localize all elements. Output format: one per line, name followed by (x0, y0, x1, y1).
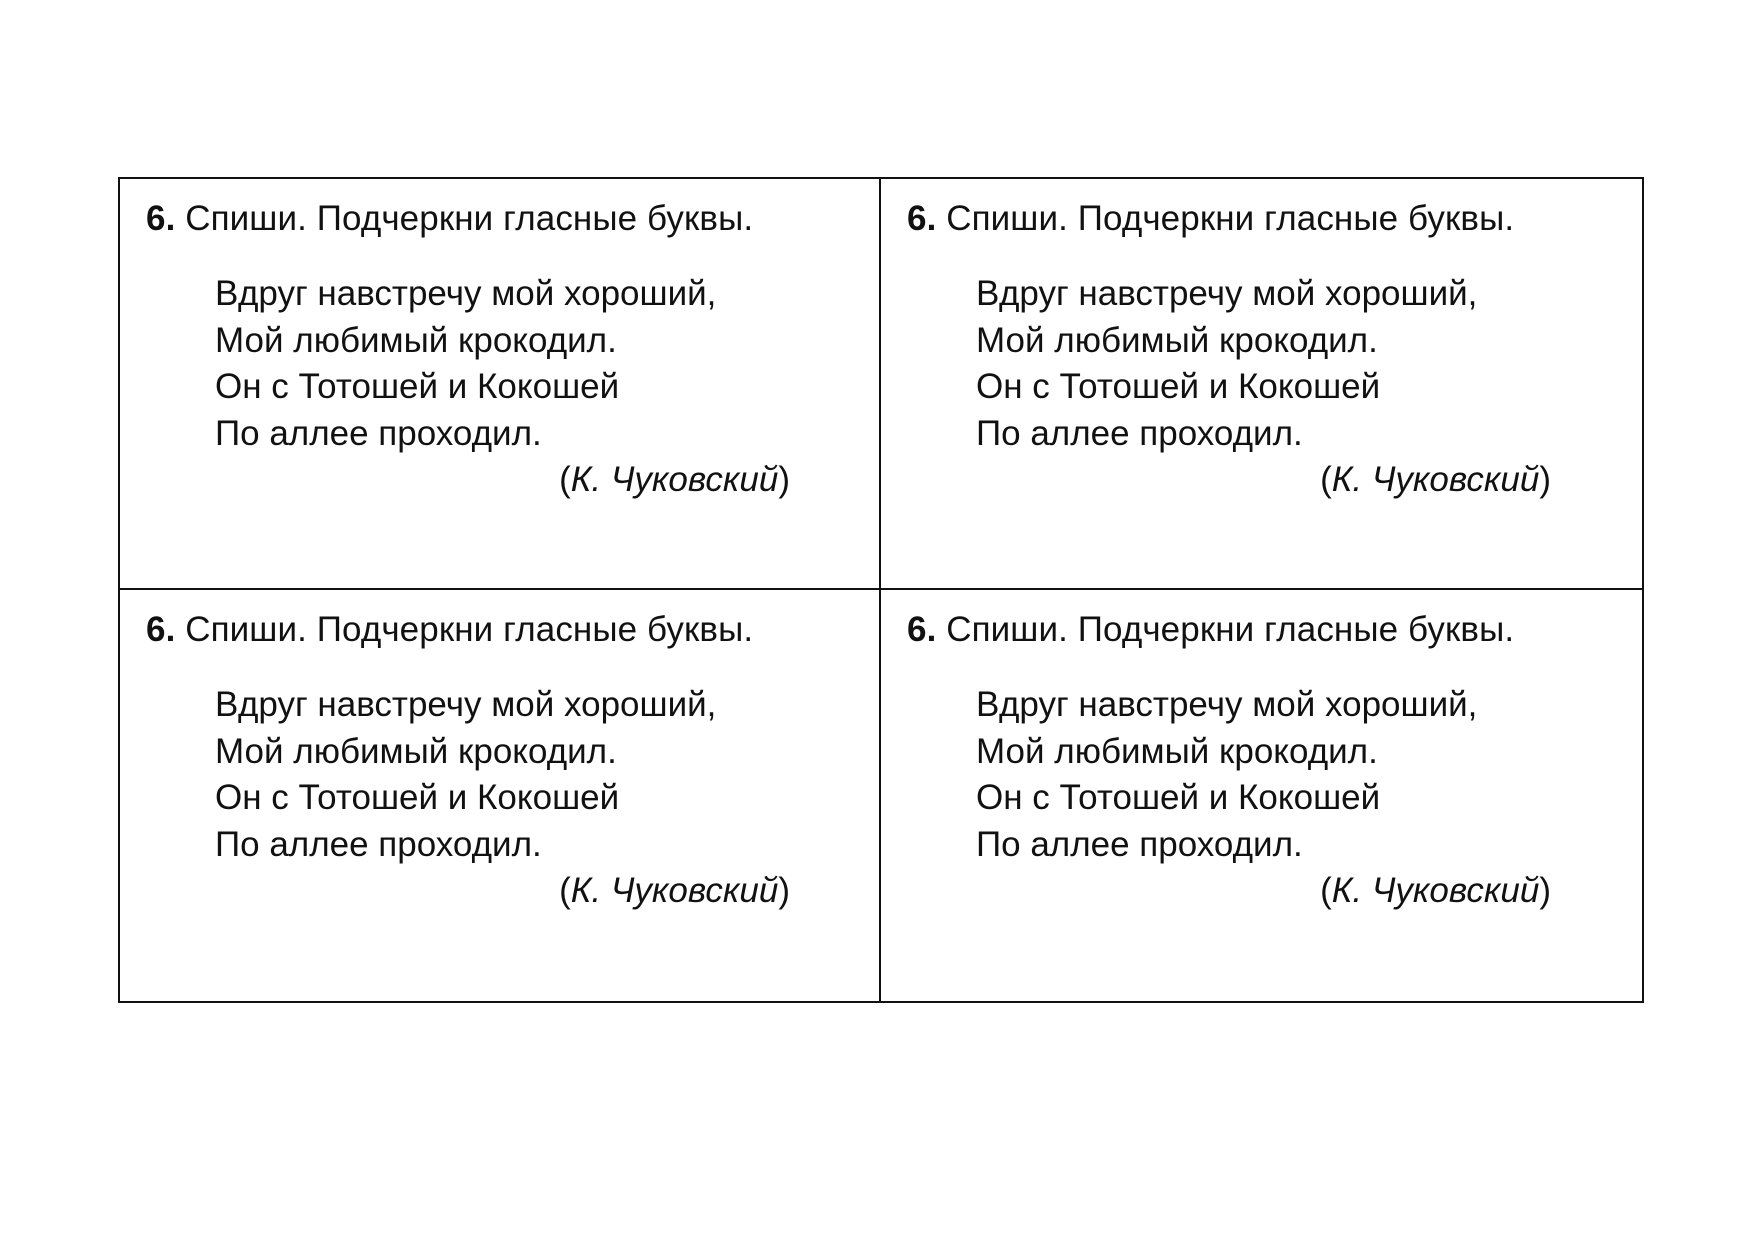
task-instruction: Спиши. Подчеркни гласные буквы. (185, 610, 754, 649)
author-paren-open: ( (559, 460, 571, 499)
poem-line: Он с Тотошей и Кокошей (976, 778, 1381, 817)
task-heading (146, 610, 879, 650)
poem-line: Мой любимый крокодил. (215, 320, 617, 360)
task-instruction: Спиши. Подчеркни гласные буквы. (946, 199, 1515, 238)
exercise-card (881, 179, 1642, 590)
poem-line: По аллее проходил. (215, 824, 542, 864)
task-number: 6. (146, 199, 176, 238)
poem-line: Мой любимый крокодил. (976, 320, 1378, 360)
poem-line: Вдруг навстречу мой хороший, (215, 685, 717, 724)
poem-line: Он с Тотошей и Кокошей (215, 367, 620, 406)
poem-line: Вдруг навстречу мой хороший, (976, 274, 1478, 313)
author-name: К. Чуковский (570, 460, 779, 499)
poem (976, 682, 1551, 915)
author-paren-open: ( (1320, 460, 1332, 499)
poem-line: По аллее проходил. (215, 413, 542, 453)
poem (215, 271, 790, 504)
poem-author (976, 868, 1551, 915)
task-heading (907, 610, 1642, 650)
task-number: 6. (907, 610, 937, 649)
poem-line: Вдруг навстречу мой хороший, (976, 685, 1478, 724)
exercise-card (120, 179, 881, 590)
poem-author (976, 457, 1551, 504)
poem-line: Он с Тотошей и Кокошей (215, 778, 620, 817)
task-number: 6. (907, 199, 937, 238)
poem (215, 682, 790, 915)
task-number: 6. (146, 610, 176, 649)
author-name: К. Чуковский (1331, 871, 1540, 910)
author-name: К. Чуковский (570, 871, 779, 910)
worksheet-grid (118, 177, 1644, 1003)
author-paren-open: ( (559, 871, 571, 910)
author-paren-close: ) (778, 460, 790, 499)
poem-line: По аллее проходил. (976, 413, 1303, 453)
poem (976, 271, 1551, 504)
poem-line: Мой любимый крокодил. (976, 731, 1378, 771)
poem-author (215, 457, 790, 504)
author-name: К. Чуковский (1331, 460, 1540, 499)
task-heading (907, 199, 1642, 239)
poem-author (215, 868, 790, 915)
author-paren-close: ) (1539, 460, 1551, 499)
task-instruction: Спиши. Подчеркни гласные буквы. (946, 610, 1515, 649)
poem-line: По аллее проходил. (976, 824, 1303, 864)
exercise-card (881, 590, 1642, 1001)
author-paren-close: ) (778, 871, 790, 910)
author-paren-close: ) (1539, 871, 1551, 910)
poem-line: Мой любимый крокодил. (215, 731, 617, 771)
author-paren-open: ( (1320, 871, 1332, 910)
exercise-card (120, 590, 881, 1001)
task-heading (146, 199, 879, 239)
poem-line: Вдруг навстречу мой хороший, (215, 274, 717, 313)
task-instruction: Спиши. Подчеркни гласные буквы. (185, 199, 754, 238)
poem-line: Он с Тотошей и Кокошей (976, 367, 1381, 406)
